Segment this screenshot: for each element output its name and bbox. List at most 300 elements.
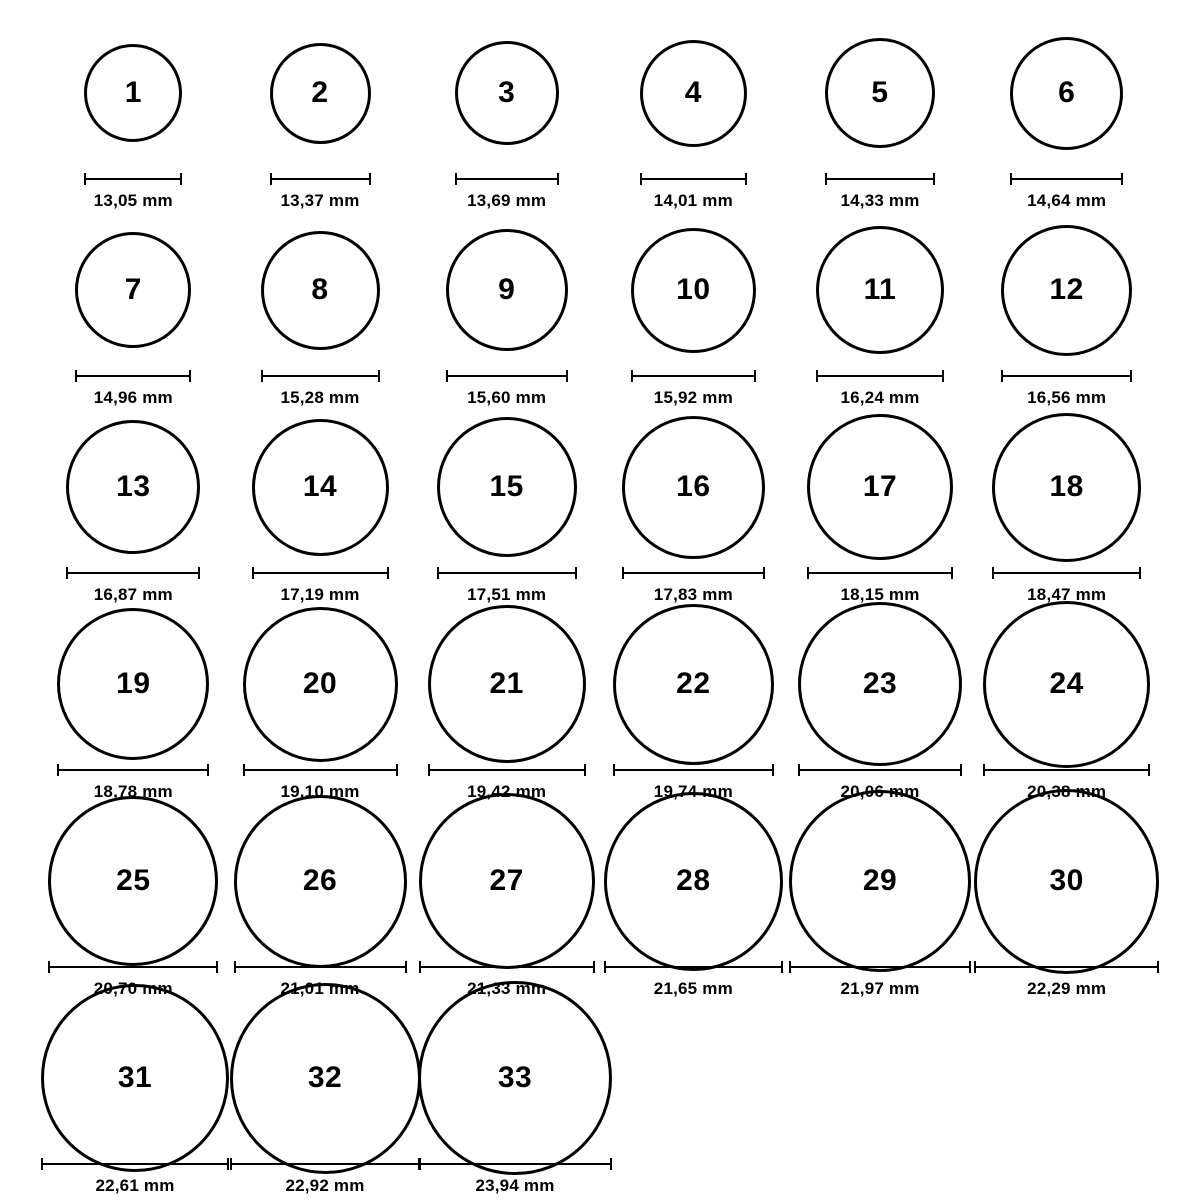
ring-size-cell [40, 412, 227, 605]
ring-size-cell [600, 609, 787, 802]
ring-circle [419, 793, 595, 969]
measure-cap-right [387, 567, 389, 579]
measure-line [455, 178, 559, 180]
diameter-label: 23,94 mm [475, 1176, 555, 1195]
diameter-measure-bar [631, 370, 756, 382]
measure-cap-left [234, 961, 236, 973]
ring-circle-wrapper [57, 609, 209, 759]
diameter-label: 22,29 mm [1027, 979, 1107, 998]
ring-size-number: 33 [497, 1061, 533, 1094]
measure-cap-right [1139, 567, 1141, 579]
measure-line [983, 769, 1150, 771]
diameter-label: 17,83 mm [653, 585, 733, 604]
diameter-label: 16,56 mm [1027, 388, 1107, 407]
size-row [40, 609, 1160, 806]
ring-circle [252, 419, 389, 556]
ring-circle-wrapper [1001, 215, 1132, 365]
ring-size-number: 4 [684, 76, 702, 109]
diameter-measure-bar [974, 961, 1159, 973]
ring-size-cell [420, 1003, 610, 1196]
measure-cap-left [66, 567, 68, 579]
ring-size-number: 5 [871, 76, 889, 109]
ring-circle-wrapper [640, 18, 747, 168]
measure-cap-right [781, 961, 783, 973]
ring-circle [75, 232, 191, 348]
measure-line [418, 1163, 612, 1165]
diameter-measure-bar [622, 567, 765, 579]
ring-size-cell [227, 412, 414, 605]
measure-line [41, 1163, 229, 1165]
measure-cap-right [207, 764, 209, 776]
ring-circle [789, 790, 971, 972]
measure-cap-left [992, 567, 994, 579]
measure-line [419, 966, 595, 968]
measure-cap-right [951, 567, 953, 579]
diameter-measure-bar [455, 173, 559, 185]
diameter-label: 20,70 mm [93, 979, 173, 998]
measure-cap-right [405, 961, 407, 973]
diameter-measure-bar [983, 764, 1150, 776]
ring-size-cell [413, 215, 600, 408]
diameter-measure-bar [419, 961, 595, 973]
diameter-measure-bar [613, 764, 774, 776]
ring-circle-wrapper [418, 1003, 612, 1153]
ring-circle [825, 38, 935, 148]
ring-circle [48, 796, 218, 966]
ring-circle [243, 607, 398, 762]
diameter-label: 19,74 mm [653, 782, 733, 801]
measure-cap-left [631, 370, 633, 382]
size-row [40, 1003, 1160, 1200]
ring-size-number: 7 [124, 273, 142, 306]
ring-circle [234, 795, 407, 968]
measure-line [807, 572, 953, 574]
ring-circle [41, 984, 229, 1172]
measure-cap-left [48, 961, 50, 973]
ring-circle-wrapper [75, 215, 191, 365]
measure-cap-left [446, 370, 448, 382]
ring-circle-wrapper [631, 215, 756, 365]
ring-size-number: 17 [862, 470, 898, 503]
ring-size-cell [973, 609, 1160, 802]
ring-size-number: 2 [311, 76, 329, 109]
measure-cap-right [369, 173, 371, 185]
measure-line [84, 178, 182, 180]
measure-cap-right [180, 173, 182, 185]
measure-line [974, 966, 1159, 968]
ring-size-number: 1 [124, 76, 142, 109]
ring-size-number: 30 [1049, 864, 1084, 897]
ring-size-number: 26 [302, 864, 338, 897]
measure-cap-left [1010, 173, 1012, 185]
ring-circle [613, 604, 774, 765]
measure-cap-right [216, 961, 218, 973]
ring-circle [84, 44, 182, 142]
measure-cap-left [622, 567, 624, 579]
ring-circle-wrapper [1010, 18, 1123, 168]
diameter-label: 15,60 mm [467, 388, 547, 407]
diameter-label: 21,97 mm [840, 979, 920, 998]
diameter-label: 13,69 mm [467, 191, 547, 210]
ring-circle-wrapper [825, 18, 935, 168]
ring-size-number: 32 [307, 1061, 343, 1094]
ring-circle-wrapper [807, 412, 953, 562]
diameter-measure-bar [789, 961, 971, 973]
ring-size-number: 13 [116, 470, 151, 503]
diameter-label: 17,19 mm [280, 585, 360, 604]
diameter-label: 19,10 mm [280, 782, 360, 801]
measure-line [798, 769, 962, 771]
measure-cap-right [1157, 961, 1159, 973]
ring-size-cell [600, 215, 787, 408]
ring-circle [1010, 37, 1123, 150]
diameter-label: 16,24 mm [840, 388, 920, 407]
ring-circle [270, 43, 371, 144]
measure-line [75, 375, 191, 377]
diameter-label: 15,28 mm [280, 388, 360, 407]
diameter-measure-bar [57, 764, 209, 776]
diameter-label: 14,96 mm [93, 388, 173, 407]
ring-size-cell [230, 1003, 420, 1196]
measure-line [270, 178, 371, 180]
ring-size-cell [227, 215, 414, 408]
ring-circle-wrapper [437, 412, 577, 562]
measure-cap-left [789, 961, 791, 973]
ring-circle [631, 228, 756, 353]
ring-size-number: 12 [1049, 273, 1084, 306]
diameter-measure-bar [252, 567, 389, 579]
diameter-measure-bar [1001, 370, 1132, 382]
measure-cap-left [84, 173, 86, 185]
diameter-label: 13,05 mm [93, 191, 173, 210]
ring-size-cell [600, 18, 787, 211]
diameter-label: 14,64 mm [1027, 191, 1107, 210]
measure-line [640, 178, 747, 180]
measure-cap-right [396, 764, 398, 776]
measure-line [66, 572, 200, 574]
diameter-measure-bar [446, 370, 568, 382]
diameter-measure-bar [48, 961, 218, 973]
measure-line [428, 769, 586, 771]
diameter-measure-bar [84, 173, 182, 185]
diameter-label: 20,06 mm [840, 782, 920, 801]
ring-size-number: 19 [116, 667, 151, 700]
ring-size-number: 3 [498, 76, 516, 109]
measure-cap-right [557, 173, 559, 185]
measure-cap-left [41, 1158, 43, 1170]
diameter-measure-bar [428, 764, 586, 776]
diameter-label: 13,37 mm [280, 191, 360, 210]
measure-cap-left [428, 764, 430, 776]
diameter-measure-bar [234, 961, 407, 973]
ring-circle [622, 416, 765, 559]
measure-cap-right [189, 370, 191, 382]
measure-line [437, 572, 577, 574]
ring-size-number: 20 [302, 667, 338, 700]
measure-cap-left [798, 764, 800, 776]
measure-cap-right [575, 567, 577, 579]
diameter-label: 17,51 mm [467, 585, 547, 604]
size-row [40, 412, 1160, 609]
diameter-measure-bar [807, 567, 953, 579]
ring-circle [974, 789, 1159, 974]
ring-size-number: 15 [489, 470, 524, 503]
measure-line [604, 966, 783, 968]
ring-circle-wrapper [428, 609, 586, 759]
measure-line [57, 769, 209, 771]
measure-cap-left [230, 1158, 232, 1170]
diameter-label: 18,78 mm [93, 782, 173, 801]
ring-circle [230, 983, 421, 1174]
measure-cap-left [613, 764, 615, 776]
ring-size-cell [787, 609, 974, 802]
ring-size-cell [40, 215, 227, 408]
ring-circle-wrapper [974, 806, 1159, 956]
ring-size-number: 18 [1049, 470, 1084, 503]
ring-circle-wrapper [816, 215, 944, 365]
ring-circle-wrapper [789, 806, 971, 956]
diameter-label: 22,61 mm [95, 1176, 175, 1195]
ring-circle [428, 605, 586, 763]
diameter-measure-bar [66, 567, 200, 579]
diameter-measure-bar [798, 764, 962, 776]
measure-cap-left [252, 567, 254, 579]
diameter-label: 19,42 mm [467, 782, 547, 801]
ring-size-number: 8 [311, 273, 329, 306]
ring-circle [1001, 225, 1132, 356]
ring-circle-wrapper [243, 609, 398, 759]
ring-circle-wrapper [41, 1003, 229, 1153]
ring-circle [807, 414, 953, 560]
ring-circle-wrapper [84, 18, 182, 168]
diameter-measure-bar [261, 370, 380, 382]
measure-cap-left [816, 370, 818, 382]
measure-line [1001, 375, 1132, 377]
measure-cap-left [419, 961, 421, 973]
ring-circle [437, 417, 577, 557]
diameter-label: 21,33 mm [467, 979, 547, 998]
measure-cap-left [1001, 370, 1003, 382]
ring-size-cell [40, 609, 227, 802]
ring-size-number: 23 [862, 667, 898, 700]
ring-circle [604, 792, 783, 971]
measure-cap-right [198, 567, 200, 579]
ring-size-cell [600, 412, 787, 605]
measure-cap-left [604, 961, 606, 973]
diameter-label: 21,01 mm [280, 979, 360, 998]
ring-size-number: 31 [117, 1061, 153, 1094]
ring-size-cell [973, 806, 1160, 999]
measure-line [992, 572, 1141, 574]
measure-cap-right [772, 764, 774, 776]
ring-size-cell [973, 18, 1160, 211]
ring-size-cell [40, 18, 227, 211]
measure-line [234, 966, 407, 968]
measure-cap-left [640, 173, 642, 185]
ring-circle [418, 981, 612, 1175]
ring-circle [816, 226, 944, 354]
measure-cap-right [584, 764, 586, 776]
diameter-label: 15,92 mm [653, 388, 733, 407]
diameter-measure-bar [992, 567, 1141, 579]
measure-cap-left [455, 173, 457, 185]
diameter-measure-bar [418, 1158, 612, 1170]
measure-cap-right [933, 173, 935, 185]
ring-size-cell [227, 18, 414, 211]
ring-size-cell [787, 806, 974, 999]
measure-line [48, 966, 218, 968]
ring-circle-wrapper [48, 806, 218, 956]
ring-circle-wrapper [234, 806, 407, 956]
diameter-label: 14,01 mm [653, 191, 733, 210]
ring-size-number: 9 [498, 273, 516, 306]
measure-cap-left [825, 173, 827, 185]
measure-line [1010, 178, 1123, 180]
measure-cap-left [974, 961, 976, 973]
size-row [40, 215, 1160, 412]
measure-cap-left [418, 1158, 420, 1170]
measure-cap-right [754, 370, 756, 382]
ring-circle-wrapper [419, 806, 595, 956]
diameter-measure-bar [41, 1158, 229, 1170]
ring-size-cell [973, 215, 1160, 408]
ring-circle-wrapper [455, 18, 559, 168]
ring-size-number: 22 [676, 667, 711, 700]
ring-size-number: 27 [489, 864, 524, 897]
measure-cap-right [1148, 764, 1150, 776]
ring-circle [455, 41, 559, 145]
ring-size-cell [413, 18, 600, 211]
ring-size-cell [413, 806, 600, 999]
ring-circle-wrapper [604, 806, 783, 956]
measure-cap-right [1130, 370, 1132, 382]
measure-cap-right [969, 961, 971, 973]
ring-circle-wrapper [252, 412, 389, 562]
ring-circle-wrapper [622, 412, 765, 562]
diameter-measure-bar [437, 567, 577, 579]
ring-circle [57, 608, 209, 760]
ring-size-number: 25 [116, 864, 151, 897]
measure-cap-left [57, 764, 59, 776]
ring-size-cell [973, 412, 1160, 605]
measure-cap-right [593, 961, 595, 973]
diameter-measure-bar [825, 173, 935, 185]
ring-size-number: 28 [676, 864, 711, 897]
measure-cap-right [378, 370, 380, 382]
measure-cap-right [1121, 173, 1123, 185]
ring-size-cell [787, 412, 974, 605]
diameter-measure-bar [1010, 173, 1123, 185]
measure-line [816, 375, 944, 377]
ring-circle-wrapper [230, 1003, 421, 1153]
diameter-measure-bar [270, 173, 371, 185]
diameter-label: 21,65 mm [653, 979, 733, 998]
measure-cap-right [960, 764, 962, 776]
diameter-label: 14,33 mm [840, 191, 920, 210]
ring-size-cell [413, 609, 600, 802]
ring-circle [446, 229, 568, 351]
measure-cap-left [807, 567, 809, 579]
measure-cap-right [745, 173, 747, 185]
diameter-measure-bar [816, 370, 944, 382]
ring-size-cell [787, 215, 974, 408]
ring-circle-wrapper [270, 18, 371, 168]
measure-line [622, 572, 765, 574]
ring-circle [66, 420, 200, 554]
measure-cap-right [566, 370, 568, 382]
measure-line [243, 769, 398, 771]
measure-cap-left [75, 370, 77, 382]
diameter-measure-bar [640, 173, 747, 185]
ring-circle [640, 40, 747, 147]
ring-circle-wrapper [798, 609, 962, 759]
ring-circle [261, 231, 380, 350]
diameter-measure-bar [75, 370, 191, 382]
ring-size-cell [413, 412, 600, 605]
measure-line [230, 1163, 421, 1165]
size-row [40, 806, 1160, 1003]
ring-size-number: 11 [863, 273, 897, 306]
diameter-label: 18,47 mm [1027, 585, 1107, 604]
ring-circle-wrapper [613, 609, 774, 759]
measure-line [261, 375, 380, 377]
diameter-measure-bar [243, 764, 398, 776]
diameter-measure-bar [230, 1158, 421, 1170]
ring-circle-wrapper [66, 412, 200, 562]
diameter-label: 22,92 mm [285, 1176, 365, 1195]
ring-circle [798, 602, 962, 766]
diameter-label: 18,15 mm [840, 585, 920, 604]
ring-size-number: 10 [676, 273, 711, 306]
diameter-label: 16,87 mm [93, 585, 173, 604]
measure-cap-right [763, 567, 765, 579]
ring-circle-wrapper [446, 215, 568, 365]
ring-size-cell [227, 609, 414, 802]
measure-line [825, 178, 935, 180]
ring-size-number: 29 [862, 864, 898, 897]
ring-size-number: 21 [489, 667, 524, 700]
measure-line [789, 966, 971, 968]
ring-size-number: 16 [676, 470, 711, 503]
ring-size-cell [787, 18, 974, 211]
ring-circle [983, 601, 1150, 768]
ring-size-cell [600, 806, 787, 999]
ring-size-number: 6 [1058, 76, 1076, 109]
ring-size-number: 14 [302, 470, 338, 503]
ring-size-cell [40, 1003, 230, 1196]
ring-size-cell [40, 806, 227, 999]
measure-cap-left [983, 764, 985, 776]
measure-line [613, 769, 774, 771]
measure-cap-left [270, 173, 272, 185]
measure-cap-right [610, 1158, 612, 1170]
diameter-label: 20,38 mm [1027, 782, 1107, 801]
ring-size-cell [227, 806, 414, 999]
measure-line [252, 572, 389, 574]
ring-circle-wrapper [992, 412, 1141, 562]
measure-cap-right [942, 370, 944, 382]
measure-line [446, 375, 568, 377]
measure-cap-left [261, 370, 263, 382]
measure-cap-left [243, 764, 245, 776]
size-row [40, 18, 1160, 215]
measure-cap-left [437, 567, 439, 579]
ring-size-number: 24 [1049, 667, 1084, 700]
diameter-measure-bar [604, 961, 783, 973]
ring-circle [992, 413, 1141, 562]
ring-circle-wrapper [983, 609, 1150, 759]
ring-circle-wrapper [261, 215, 380, 365]
